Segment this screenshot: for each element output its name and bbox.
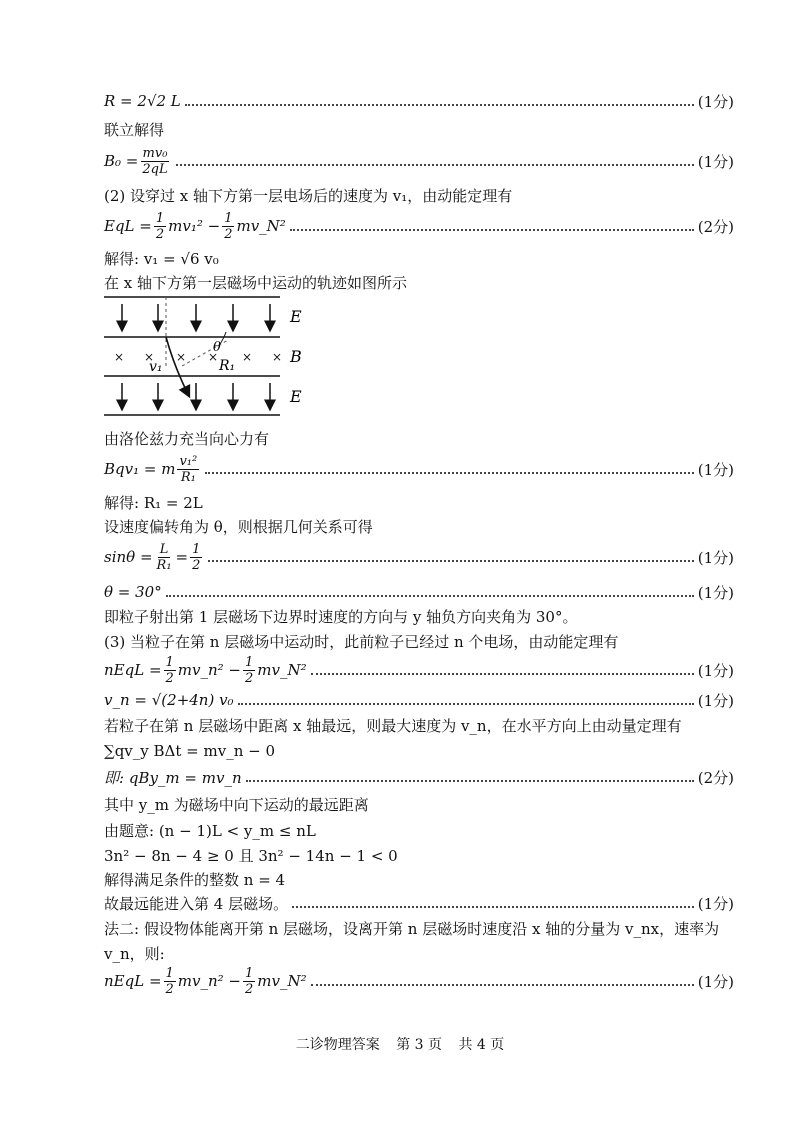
answer-line xyxy=(104,687,734,713)
equation xyxy=(104,655,307,686)
electric-field-arrows xyxy=(122,383,270,407)
electric-field-arrows xyxy=(122,304,270,328)
text-line: 设速度偏转角为 θ，则根据几何关系可得 xyxy=(104,518,373,536)
answer-line xyxy=(104,964,734,998)
text-line: (2) 设穿过 x 轴下方第一层电场后的速度为 v₁，由动能定理有 xyxy=(104,187,513,205)
text-line: 由洛伦兹力充当向心力有 xyxy=(104,430,270,448)
score-mark: (1分) xyxy=(697,972,734,991)
denominator: 2 xyxy=(155,226,165,242)
denominator: 2qL xyxy=(142,161,168,177)
equation-left: B₀ = xyxy=(104,152,139,170)
label-b: B xyxy=(290,347,302,366)
fraction xyxy=(140,146,169,177)
equation xyxy=(104,542,204,573)
numerator: v₁² xyxy=(179,453,198,469)
fraction xyxy=(164,966,176,997)
answer-line xyxy=(104,144,734,178)
fraction xyxy=(164,655,176,686)
numerator: 1 xyxy=(245,965,254,981)
numerator: 1 xyxy=(165,965,174,981)
equation: R = 2√2 L xyxy=(104,92,181,110)
denominator: 2 xyxy=(245,670,254,686)
text-line: ∑qv_y BΔt = mv_n − 0 xyxy=(104,742,276,760)
numerator: 1 xyxy=(245,654,254,670)
label-v1: v₁ xyxy=(149,359,163,375)
leader-dots xyxy=(208,560,693,562)
text-line: 法二: 假设物体能离开第 n 层磁场，设离开第 n 层磁场时速度沿 x 轴的分量为 v_nx，速率为 xyxy=(104,920,720,938)
leader-dots xyxy=(311,984,694,986)
numerator: 1 xyxy=(165,654,174,670)
text-line: 解得满足条件的整数 n = 4 xyxy=(104,871,286,889)
text-line: 解得: R₁ = 2L xyxy=(104,494,203,512)
answer-line xyxy=(104,540,734,574)
score-mark: (1分) xyxy=(697,691,734,710)
svg-text:×: × xyxy=(208,350,219,364)
score-mark: (1分) xyxy=(697,661,734,680)
label-r1: R₁ xyxy=(219,358,236,374)
answer-line xyxy=(104,890,734,916)
equation-term: mv_N² xyxy=(257,661,307,679)
score-mark: (1分) xyxy=(697,548,734,567)
equation: θ = 30° xyxy=(104,583,162,601)
fraction xyxy=(154,211,166,242)
equation-term: mv_n² − xyxy=(177,661,242,679)
equation-term: mv_n² − xyxy=(177,972,242,990)
text-line: 3n² − 8n − 4 ≥ 0 且 3n² − 14n − 1 < 0 xyxy=(104,847,398,865)
equation-term: mv_N² xyxy=(257,972,307,990)
svg-text:×: × xyxy=(144,350,155,364)
numerator: mv₀ xyxy=(142,145,168,161)
footer-course: 二诊物理答案 xyxy=(295,1037,380,1053)
score-mark: (1分) xyxy=(697,92,734,111)
leader-dots xyxy=(311,673,694,675)
fraction xyxy=(190,542,202,573)
label-e-top: E xyxy=(290,307,302,326)
score-mark: (2分) xyxy=(697,768,734,787)
score-mark: (1分) xyxy=(697,894,734,913)
fraction xyxy=(222,211,234,242)
answer-line xyxy=(104,579,734,605)
text-line: 解得: v₁ = √6 v₀ xyxy=(104,250,219,268)
leader-dots xyxy=(238,703,694,705)
fraction xyxy=(155,542,174,573)
numerator: L xyxy=(159,541,169,557)
equation: 即: qBy_m = mv_n xyxy=(104,768,242,787)
score-mark: (1分) xyxy=(697,152,734,171)
leader-dots xyxy=(292,906,694,908)
denominator: 2 xyxy=(165,670,174,686)
fraction xyxy=(243,966,255,997)
answer-line xyxy=(104,88,734,114)
score-mark: (2分) xyxy=(697,217,734,236)
footer-total-pages: 共 4 页 xyxy=(458,1037,505,1053)
answer-line xyxy=(104,653,734,687)
score-mark: (1分) xyxy=(697,460,734,479)
leader-dots xyxy=(246,780,694,782)
equation-left: sinθ = xyxy=(104,548,153,566)
equation-term: mv_N² xyxy=(236,217,286,235)
conclusion: 故最远能进入第 4 层磁场。 xyxy=(104,894,289,913)
svg-text:×: × xyxy=(114,350,125,364)
label-e-bottom: E xyxy=(290,387,302,406)
text-line: 若粒子在第 n 层磁场中距离 x 轴最远，则最大速度为 v_n，在水平方向上由动量定理有 xyxy=(104,717,682,735)
denominator: 2 xyxy=(165,981,174,997)
leader-dots xyxy=(290,229,694,231)
denominator: R₁ xyxy=(156,557,172,573)
answer-line xyxy=(104,764,734,790)
footer-page-number: 第 3 页 xyxy=(396,1037,442,1053)
leader-dots xyxy=(185,104,694,106)
numerator: 1 xyxy=(224,210,233,226)
score-mark: (1分) xyxy=(697,583,734,602)
numerator: 1 xyxy=(155,210,165,226)
equation-left: Bqv₁ = m xyxy=(104,460,176,478)
field-diagram xyxy=(100,294,310,420)
answer-line xyxy=(104,209,734,243)
equation xyxy=(104,211,286,242)
equation xyxy=(104,454,201,485)
equation xyxy=(104,146,172,177)
denominator: 2 xyxy=(245,981,254,997)
page-footer xyxy=(0,1034,800,1054)
svg-text:×: × xyxy=(176,350,187,364)
text-line: 即粒子射出第 1 层磁场下边界时速度的方向与 y 轴负方向夹角为 30°。 xyxy=(104,608,578,626)
text-line: 联立解得 xyxy=(104,121,165,139)
equation xyxy=(104,966,307,997)
text-line: (3) 当粒子在第 n 层磁场中运动时，此前粒子已经过 n 个电场，由动能定理有 xyxy=(104,633,619,651)
svg-text:×: × xyxy=(272,350,283,364)
equation-term: = xyxy=(175,548,189,566)
equation-left: nEqL = xyxy=(104,972,162,990)
equation-term: mv₁² − xyxy=(168,217,221,235)
text-line: 在 x 轴下方第一层磁场中运动的轨迹如图所示 xyxy=(104,274,407,292)
equation-left: EqL = xyxy=(104,217,152,235)
denominator: 2 xyxy=(224,226,233,242)
svg-text:×: × xyxy=(242,350,253,364)
label-theta: θ xyxy=(213,340,221,355)
denominator: 2 xyxy=(192,557,201,573)
equation-left: nEqL = xyxy=(104,661,162,679)
leader-dots xyxy=(176,164,694,166)
leader-dots xyxy=(166,595,694,597)
denominator: R₁ xyxy=(180,469,196,485)
text-line: 其中 y_m 为磁场中向下运动的最远距离 xyxy=(104,796,369,814)
text-line: 由题意: (n − 1)L < y_m ≤ nL xyxy=(104,822,316,840)
equation: v_n = √(2+4n) v₀ xyxy=(104,691,234,709)
fraction xyxy=(177,454,199,485)
answer-line xyxy=(104,452,734,486)
fraction xyxy=(243,655,255,686)
leader-dots xyxy=(205,472,694,474)
text-line: v_n，则: xyxy=(104,945,165,963)
trajectory-path xyxy=(166,337,188,394)
numerator: 1 xyxy=(192,541,201,557)
